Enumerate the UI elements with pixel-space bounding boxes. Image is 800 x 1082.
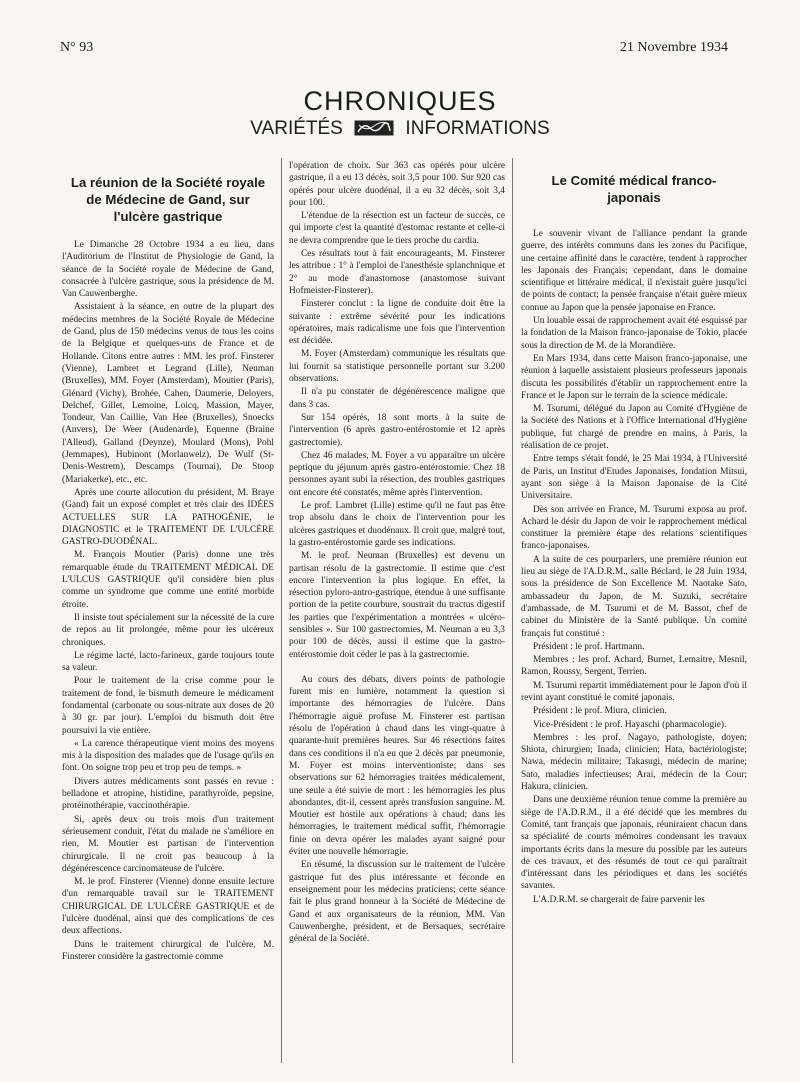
masthead bbox=[0, 86, 800, 142]
paragraph: Divers autres médicaments sont passés en revue : belladone et atropine, histidine, parathyroïde, pepsine, protéinothérapie, vaccinothérapie. bbox=[62, 776, 274, 812]
paragraph: Chez 46 malades, M. Foyer a vu apparaître un ulcère peptique du jéjunum après gastro-entérostomie. Chez 18 personnes ayant subi la résection, des troubles gastriques ont encore été constatés, même après l'intervention. bbox=[289, 450, 505, 498]
paragraph: M. le prof. Neuman (Bruxelles) est devenu un partisan résolu de la gastrectomie. Il estime que c'est encore l'intervention la plus logique. En effet, la résection pyloro-antro-gastrique, étendue à une suffisante portion de la petite courbure, soustrait du tractus digestif les parties que l'expérimentation a montrées « ulcéro-sensibles ». Sur 100 gastrectomies, M. Neuman a eu 3,3 pour 100 de décès, aussi il estime que la gastro-entérostomie doit céder le pas à la gastrectomie. bbox=[289, 551, 505, 660]
paragraph: Membres : les prof. Achard, Burnet, Lemaitre, Mesnil, Ramon, Roussy, Sergent, Terrien. bbox=[521, 655, 747, 678]
paragraph: Sur 154 opérés, 18 sont morts à la suite de l'intervention (6 après gastro-entérostomie et 12 après gastrectomie). bbox=[289, 412, 505, 448]
paragraph: L'étendue de la résection est un facteur de succès, ce qui importe c'est la quantité d'estomac restante et celle-ci ne devra comprendre que le tiers proche du cardia. bbox=[289, 211, 505, 246]
paragraph: En résumé, la discussion sur le traitement de l'ulcère gastrique fut des plus intéressante et féconde en enseignement pour les médecins praticiens; cette séance fait le plus grand honneur à la Société de Médecine de Gand et aux organisateurs de la réunion, MM. Van Cauwenberghe, président, et de Bersaques, secrétaire général de la Société. bbox=[289, 860, 505, 945]
section-subtitle bbox=[0, 116, 800, 142]
paragraph: M. le prof. Finsterer (Vienne) donne ensuite lecture d'un remarquable travail sur le TRAITEMENT CHIRURGICAL DE L'ULCÈRE GASTRIQUE et de l'ulcère duodénal, ainsi que des complications de ces deux affections. bbox=[62, 877, 274, 937]
paragraph: Au cours des débats, divers points de pathologie furent mis en lumière, notamment la question si importante des hémorragies de l'ulcère. Dans l'hémorragie aiguë profuse M. Finsterer est partisan résolu de l'opération à chaud dans les vingt-quatre à quarante-huit premières heures. Sur 46 résections faites dans ces conditions il n'a eu que 2 décès par pneumonie, M. Foyer est moins interventioniste; dans ses observations sur 62 hémorragies traitées médicalement, une seule a été suivie de mort : les hémorragies les plus abondantes, dit-il, cessent après transfusion sanguine. M. Moutier est hostile aux opérations à chaud; dans les hémorragies, le traitement médical suffit, l'hémorragie finie on devra opérer les malades ayant saigné pour éviter une nouvelle hémorragie. bbox=[289, 674, 505, 858]
paragraph: Dès son arrivée en France, M. Tsurumi exposa au prof. Achard le désir du Japon de voir le rapprochement médical constituer la première étape des relations scientifiques franco-japonaises. bbox=[521, 504, 747, 552]
paragraph: Président : le prof. Hartmann. bbox=[533, 641, 645, 652]
ornament-icon bbox=[354, 120, 394, 136]
subtitle-right: INFORMATIONS bbox=[405, 118, 550, 139]
paragraph: M. Tsurumi repartit immédiatement pour le Japon d'où il revint ayant constitué le comité japonais. bbox=[521, 680, 747, 703]
spacer bbox=[289, 662, 505, 674]
article-headline: La réunion de la Société royale de Médecine de Gand, sur l'ulcère gastrique bbox=[70, 175, 266, 224]
paragraph: « La carence thérapeutique vient moins des moyens mis à la disposition des malades que de l'usage qu'ils en font. On soigne trop peu et trop peu de temps. » bbox=[62, 738, 274, 774]
column-1 bbox=[62, 168, 274, 1068]
paragraph: Il n'a pu constater de dégénérescence maligne que dans 3 cas. bbox=[289, 387, 505, 410]
paragraph: M. Foyer (Amsterdam) communique les résultats que lui fournit sa statistique personnelle portant sur 3.200 observations. bbox=[289, 349, 505, 385]
paragraph: Un louable essai de rapprochement avait été esquissé par la fondation de la Maison franco-japonaise de Tokio, placée sous la direction de M. de la Morandière. bbox=[521, 316, 747, 351]
column-3 bbox=[521, 168, 747, 1068]
paragraph: L'A.D.R.M. se chargerait de faire parvenir les bbox=[533, 894, 705, 905]
paragraph: Le Dimanche 28 Octobre 1934 a eu lieu, dans l'Auditorium de l'Institut de Physiologie de Gand, la séance de la Société royale de Médecine de Gand, consacrée à l'ulcère gastrique, sous la présidence de M. Van Cauwenberghe. bbox=[62, 240, 274, 300]
paragraph: Assistaient à la séance, en outre de la plupart des médecins membres de la Société Royale de Médecine de Gand, plus de 150 médecins venus de tous les coins de la Belgique et quelques-uns de France et de Hollande. Citons entre autres : MM. les prof. Finsterer (Vienne), Lambret et Legrand (Lille), Neuman (Bruxelles), MM. Foyer (Amsterdam), Moutier (Paris), Glénard (Vichy), Brohée, Cahen, Daumerie, Deloyers, Delchef, Gillet, Lemoine, Loicq, Massion, Mayer, Tondeur, Van Caillie, Van Hee (Bruxelles), Snoecks (Anvers), De Weer (Audenarde), Equenne (Braine l'Alleud), Galland (Deynze), Moulard (Mons), Pohl (Jemmapes), Hubinont (Morlanwelz), De Wulf (St-Denis-Westrem), Descamps (Tournai), De Stoop (Mariakerke), etc., etc. bbox=[62, 302, 274, 485]
paragraph: Ces résultats tout à fait encourageants, M. Finsterer les attribue : 1° à l'emploi de l'anesthésie splanchnique et 2° au mode d'anastomose (anastomose suivant Hofmeister-Finsterer). bbox=[289, 249, 505, 296]
issue-number: N° 93 bbox=[60, 40, 94, 55]
paragraph: Vice-Président : le prof. Hayaschi (pharmacologie). bbox=[533, 719, 727, 730]
paragraph: Il insiste tout spécialement sur la nécessité de la cure de repos au lit prolongée, même pour les ulcéreux chroniques. bbox=[62, 612, 274, 648]
paragraph: Dans le traitement chirurgical de l'ulcère, M. Finsterer considère la gastrectomie comme bbox=[62, 939, 274, 962]
subtitle-left: VARIÉTÉS bbox=[250, 118, 343, 139]
page-header bbox=[60, 40, 728, 64]
paragraph: Finsterer conclut : la ligne de conduite doit être la suivante : extrême sévérité pour les indications opératoires, mais radicalisme une fois que l'intervention est décidée. bbox=[289, 299, 505, 347]
issue-date: 21 Novembre 1934 bbox=[619, 40, 728, 55]
paragraph: Le régime lacté, lacto-farineux, garde toujours toute sa valeur. bbox=[62, 650, 274, 674]
paragraph: Pour le traitement de la crise comme pour le traitement de fond, le bismuth demeure le médicament fondamental (carbonate ou sous-nitrate aux doses de 20 à 30 gr. par jour). L'emploi du bismuth doit être poursuivi la vie entière. bbox=[62, 676, 274, 736]
paragraph: l'opération de choix. Sur 363 cas opérés pour ulcère gastrique, il a eu 13 décès, soit 3,5 pour 100. Sur 920 cas opérés pour ulcère duodénal, il a eu 32 décès, soit 3,4 pour 100. bbox=[289, 161, 505, 208]
paragraph: M. Tsurumi, délégué du Japon au Comité d'Hygiène de la Société des Nations et à l'Office International d'Hygiène publique, fut chargé de prendre en mains, à Paris, la réalisation de ce projet. bbox=[521, 404, 747, 452]
paragraph: Dans une deuxième réunion tenue comme la première au siège de l'A.D.R.M., il a été décidé que les membres du Comité, tant français que japonais, réuniraient chacun dans sa spécialité de courts mémoires condensant les travaux importants écrits dans la mesure du possible par les auteurs de ces travaux, et des résumés de tout ce qui paraîtrait d'intéressant dans les périodiques et dans les sociétés savantes. bbox=[521, 795, 747, 892]
paragraph: Membres : les prof. Nagayo, pathologiste, doyen; Shiota, chirurgien; Inada, clinicien; Hata, bactériologiste; Nawa, médecin militaire; Takasugi, médecin de marine; Sato, maladies infectieuses; Arai, médecin de la Cour; Hakura, clinicien. bbox=[521, 732, 747, 793]
paragraph: Après une courte allocution du président, M. Braye (Gand) fait un exposé complet et très clair des IDÉES ACTUELLES SUR LA PATHOGÉNIE, le DIAGNOSTIC et le TRAITEMENT DE L'ULCÈRE GASTRO-DUODÉNAL. bbox=[62, 487, 274, 548]
article-headline: Le Comité médical franco-japonais bbox=[551, 173, 717, 205]
paragraph: En Mars 1934, dans cette Maison franco-japonaise, une réunion à laquelle assistaient plusieurs professeurs japonais discuta les possibilités d'établir un rapprochement entre la France et le Japon sur le terrain de la science médicale. bbox=[521, 353, 747, 401]
column-2 bbox=[289, 160, 505, 1060]
paragraph: Si, après deux ou trois mois d'un traitement sérieusement conduit, l'état du malade ne s'améliore en rien, M. Moutier est partisan de l'intervention chirurgicale. Il ne croit pas beaucoup à la dégénérescence carcinomateuse de l'ulcère. bbox=[62, 814, 274, 874]
section-title: CHRONIQUES bbox=[303, 86, 497, 116]
paragraph: Le souvenir vivant de l'alliance pendant la grande guerre, des intérêts communs dans les zones du Pacifique, une certaine affinité dans le caractère, tendent à rapprocher les Japonais des Français; cependant, dans le domaine scientifique et littéraire médical, il n'existait guère jusqu'ici de points de contact; la pensée française n'était guère mieux connue au Japon que la pensée japonaise en France. bbox=[521, 229, 747, 313]
paragraph: A la suite de ces pourparlers, une première réunion eut lieu au siège de l'A.D.R.M., salle Béclard, le 28 Juin 1934, sous la présidence de Son Excellence M. Naotake Sato, ambassadeur du Japon, de M. Suzuki, secrétaire d'ambassade, de M. Tsurumi et de M. Bassot, chef de cabinet du Ministère de la Santé publique. Un comité français fut constitué : bbox=[521, 554, 747, 639]
paragraph: Président : le prof. Miura, clinicien. bbox=[533, 706, 667, 717]
paragraph: Le prof. Lambret (Lille) estime qu'il ne faut pas être trop absolu dans le choix de l'intervention pour les ulcères gastriques et duodénaux. Il croit que, malgré tout, la gastro-entérostomie garde ses indications. bbox=[289, 501, 505, 548]
paragraph: M. François Moutier (Paris) donne une très remarquable étude du TRAITEMENT MÉDICAL DE L'ULCUS GASTRIQUE qu'il considère bien plus comme un syndrome que comme une entité morbide étroite. bbox=[62, 550, 274, 610]
paragraph: Entre temps s'était fondé, le 25 Mai 1934, à l'Université de Paris, un Institut d'Etudes Japonaises, fondation Mitsui, ayant son siège à la Maison Japonaise de la Cité Universitaire. bbox=[521, 454, 747, 502]
column-divider bbox=[281, 158, 282, 1063]
column-divider bbox=[512, 158, 513, 1063]
